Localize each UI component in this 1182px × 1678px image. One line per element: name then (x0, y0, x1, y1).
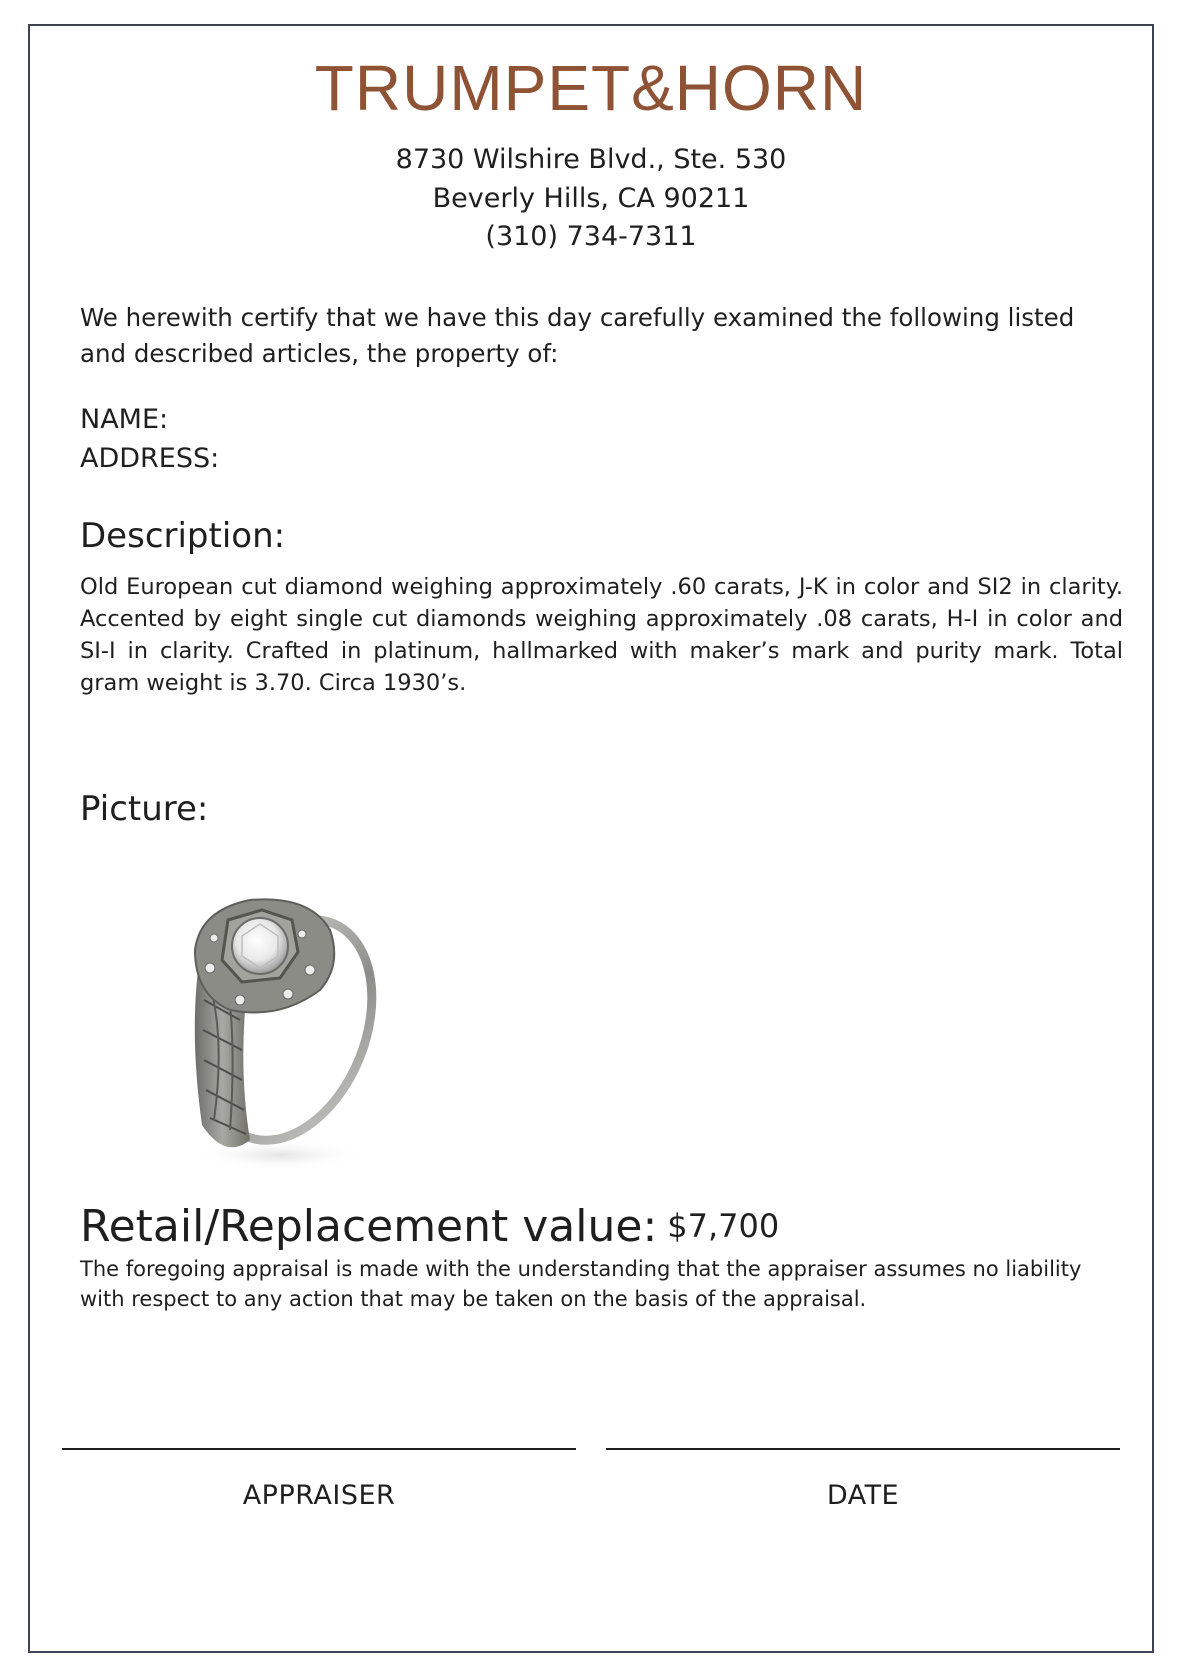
retail-value-amount: $7,700 (667, 1207, 780, 1245)
address-line-1: 8730 Wilshire Blvd., Ste. 530 (395, 144, 787, 175)
document-border (28, 24, 1154, 1653)
appraisal-disclaimer: The foregoing appraisal is made with the understanding that the appraiser assumes no liability with respect to any action that may be taken on the basis of the appraisal. (80, 1257, 1082, 1311)
brand-logo: TRUMPET&HORN (314, 52, 868, 124)
date-signature-line (606, 1448, 1120, 1450)
description-heading: Description: (80, 516, 286, 556)
certification-intro: We herewith certify that we have this day carefully examined the following listed and described articles, the property of: (80, 303, 1075, 368)
ring-photo-icon (170, 890, 400, 1180)
date-label: DATE (826, 1480, 900, 1511)
phone-number: (310) 734-7311 (485, 221, 697, 252)
description-text: Old European cut diamond weighing approximately .60 carats, J-K in color and SI2 in clarity. Accented by eight single cut diamonds weighing approximately .08 carats, H-I in color and SI-I in clarity. Crafted in platinum, hallmarked with maker’s mark and purity mark. Total gram weight is 3.70. Circa 1930’s. (80, 574, 1123, 696)
address-line-2: Beverly Hills, CA 90211 (432, 183, 750, 214)
address-label: ADDRESS: (80, 443, 220, 474)
appraiser-label: APPRAISER (242, 1480, 396, 1511)
appraiser-signature-line (62, 1448, 576, 1450)
retail-value-label: Retail/Replacement value: (80, 1201, 658, 1252)
picture-heading: Picture: (80, 789, 209, 829)
name-label: NAME: (80, 404, 169, 435)
valuation-row (80, 1198, 779, 1255)
